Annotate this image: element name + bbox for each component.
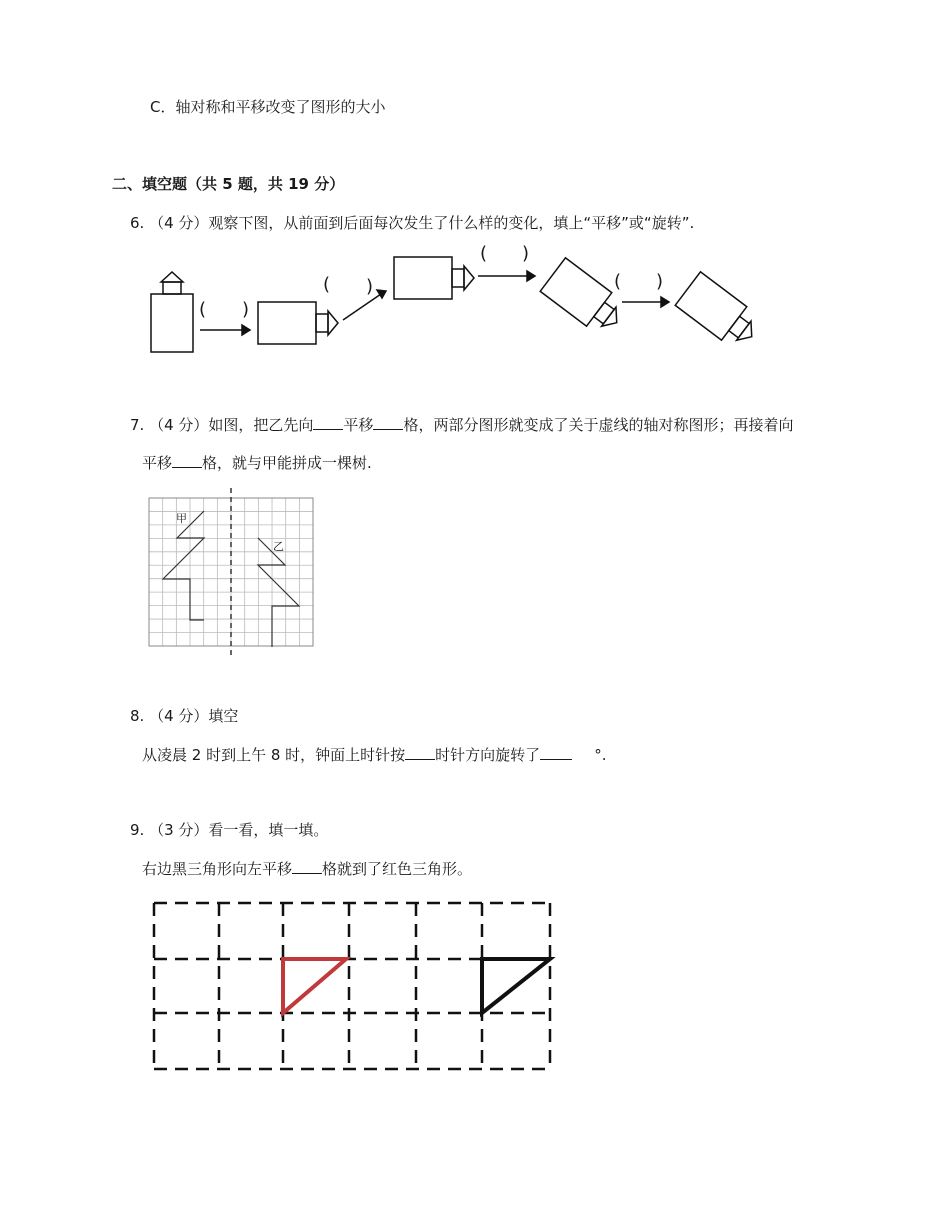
q6-paren-3-open: (	[480, 243, 488, 264]
q6-stem: 6. （4 分）观察下图，从前面到后面每次发生了什么样的变化，填上“平移”或“旋转”.	[130, 214, 695, 232]
q7-number: 7.	[130, 416, 145, 434]
q6-paren-1-open: (	[199, 299, 207, 320]
label-jia: 甲	[176, 512, 187, 525]
q5-option-c: C．轴对称和平移改变了图形的大小	[150, 98, 386, 116]
q6-paren-2-open: (	[323, 274, 331, 295]
q6-paren-4-close: )	[656, 271, 664, 292]
black-triangle	[482, 959, 550, 1013]
q6-paren-1-close: )	[242, 299, 250, 320]
q8-stem: 8. （4 分）填空	[130, 707, 239, 725]
q8-text-1: 从凌晨 2 时到上午 8 时，钟面上时针按	[142, 746, 406, 764]
section-heading: 二、填空题（共 5 题，共 19 分）	[112, 175, 345, 193]
q7-text-1: 如图，把乙先向	[208, 416, 314, 434]
q7-text-5: 格，就与甲能拼成一棵树.	[202, 454, 372, 472]
red-triangle	[283, 959, 346, 1013]
q7-text-4: 平移	[142, 454, 173, 472]
q7-text-2: 平移	[343, 416, 374, 434]
q9-text-1: 右边黑三角形向左平移	[142, 860, 293, 878]
q6-paren-3-close: )	[522, 243, 530, 264]
q7-score: （4 分）	[149, 416, 209, 434]
q9-stem: 9. （3 分）看一看，填一填。	[130, 821, 329, 839]
q9-grid-lines	[154, 903, 550, 1069]
q8-text-3: °.	[594, 746, 607, 764]
q8-text-2: 时针方向旋转了	[435, 746, 541, 764]
q9-text-2: 格就到了红色三角形。	[322, 860, 473, 878]
q6-paren-4-open: (	[614, 271, 622, 292]
label-yi: 乙	[273, 540, 284, 553]
q7-text-3: 格，两部分图形就变成了关于虚线的轴对称图形；再接着向	[403, 416, 794, 434]
q6-paren-2-close: )	[366, 276, 374, 297]
